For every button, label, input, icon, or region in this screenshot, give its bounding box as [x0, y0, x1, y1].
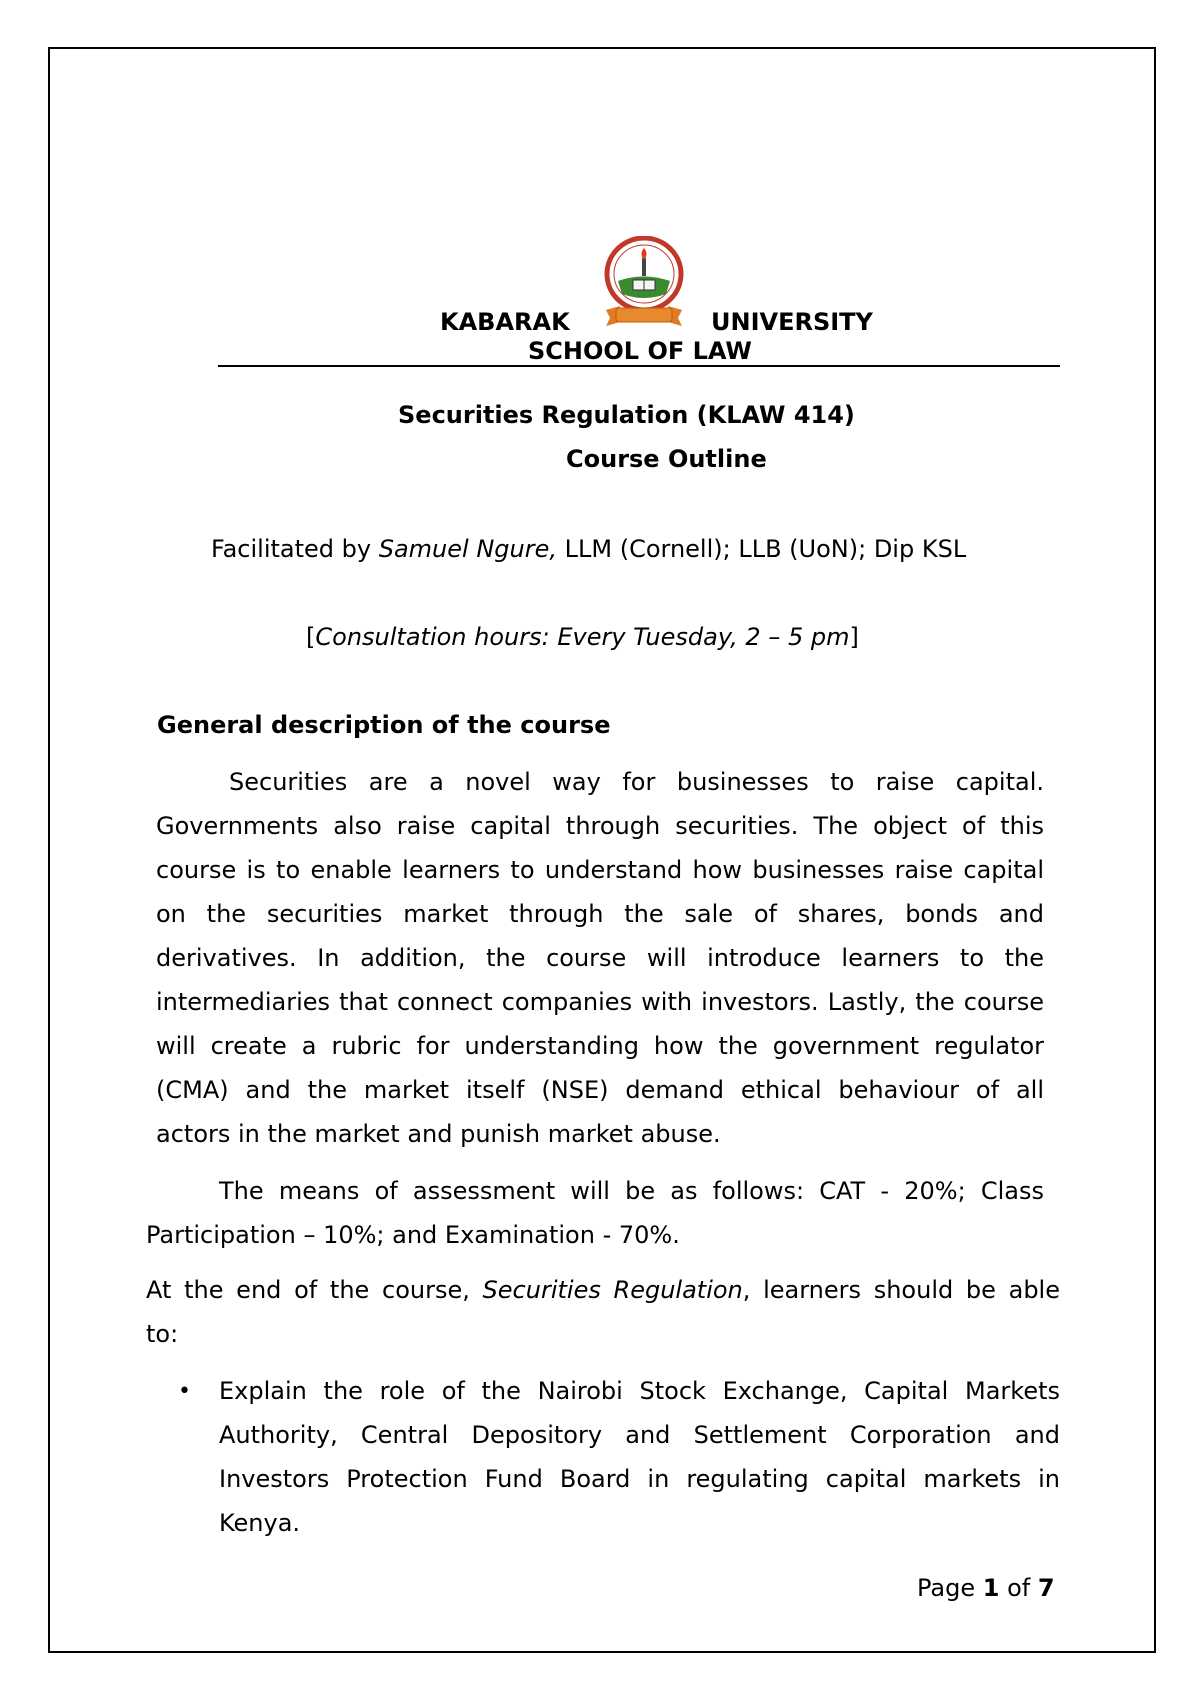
facilitator-credentials: LLM (Cornell); LLB (UoN); Dip KSL [557, 535, 967, 563]
paragraph-line: intermediaries that connect companies with investors. Lastly, the course [156, 988, 1044, 1016]
paragraph-line: on the securities market through the sale of shares, bonds and [156, 900, 1044, 928]
paragraph-line: Governments also raise capital through securities. The object of this [156, 812, 1044, 840]
paragraph-line: derivatives. In addition, the course will introduce learners to the [156, 944, 1044, 972]
assessment-line: The means of assessment will be as follows: CAT - 20%; Class [219, 1177, 1044, 1205]
outcomes-intro-end: to: [146, 1320, 179, 1348]
outcomes-intro: At the end of the course, Securities Regulation, learners should be able [146, 1276, 1060, 1304]
consultation-open: [ [306, 623, 316, 651]
facilitator-name: Samuel Ngure, [378, 535, 557, 563]
paragraph-line: actors in the market and punish market abuse. [156, 1120, 721, 1148]
page-label: Page [917, 1574, 983, 1602]
paragraph-line: will create a rubric for understanding how the government regulator [156, 1032, 1044, 1060]
assessment-line: Participation – 10%; and Examination - 70%. [146, 1221, 680, 1249]
course-subtitle: Course Outline [566, 445, 767, 473]
paragraph-line: course is to enable learners to understand how businesses raise capital [156, 856, 1044, 884]
header-divider [218, 365, 1060, 367]
section-heading: General description of the course [157, 711, 611, 739]
school-name: SCHOOL OF LAW [528, 337, 752, 365]
page-total: 7 [1037, 1574, 1055, 1602]
facilitator-prefix: Facilitated by [211, 535, 379, 563]
paragraph-line: (CMA) and the market itself (NSE) demand ethical behaviour of all [156, 1076, 1044, 1104]
page-current: 1 [982, 1574, 1000, 1602]
paragraph-line: Securities are a novel way for businesses to raise capital. [229, 768, 1044, 796]
bullet-line: Authority, Central Depository and Settlement Corporation and [219, 1421, 1060, 1449]
university-logo [596, 236, 692, 332]
consultation-close: ] [849, 623, 859, 651]
header-right-word: UNIVERSITY [711, 308, 873, 336]
course-title: Securities Regulation (KLAW 414) [398, 401, 855, 429]
university-crest-icon [596, 236, 692, 332]
page-of-label: of [999, 1574, 1038, 1602]
header-left-word: KABARAK [440, 308, 570, 336]
bullet-line: Kenya. [219, 1509, 301, 1537]
bullet-line: Investors Protection Fund Board in regulating capital markets in [219, 1465, 1060, 1493]
consultation-text: Consultation hours: Every Tuesday, 2 – 5 pm [315, 623, 850, 651]
bullet-dot: • [178, 1379, 191, 1404]
bullet-line: Explain the role of the Nairobi Stock Exchange, Capital Markets [219, 1377, 1060, 1405]
consultation-line [306, 623, 859, 651]
facilitator-line [211, 535, 966, 563]
page-number [917, 1574, 1055, 1602]
